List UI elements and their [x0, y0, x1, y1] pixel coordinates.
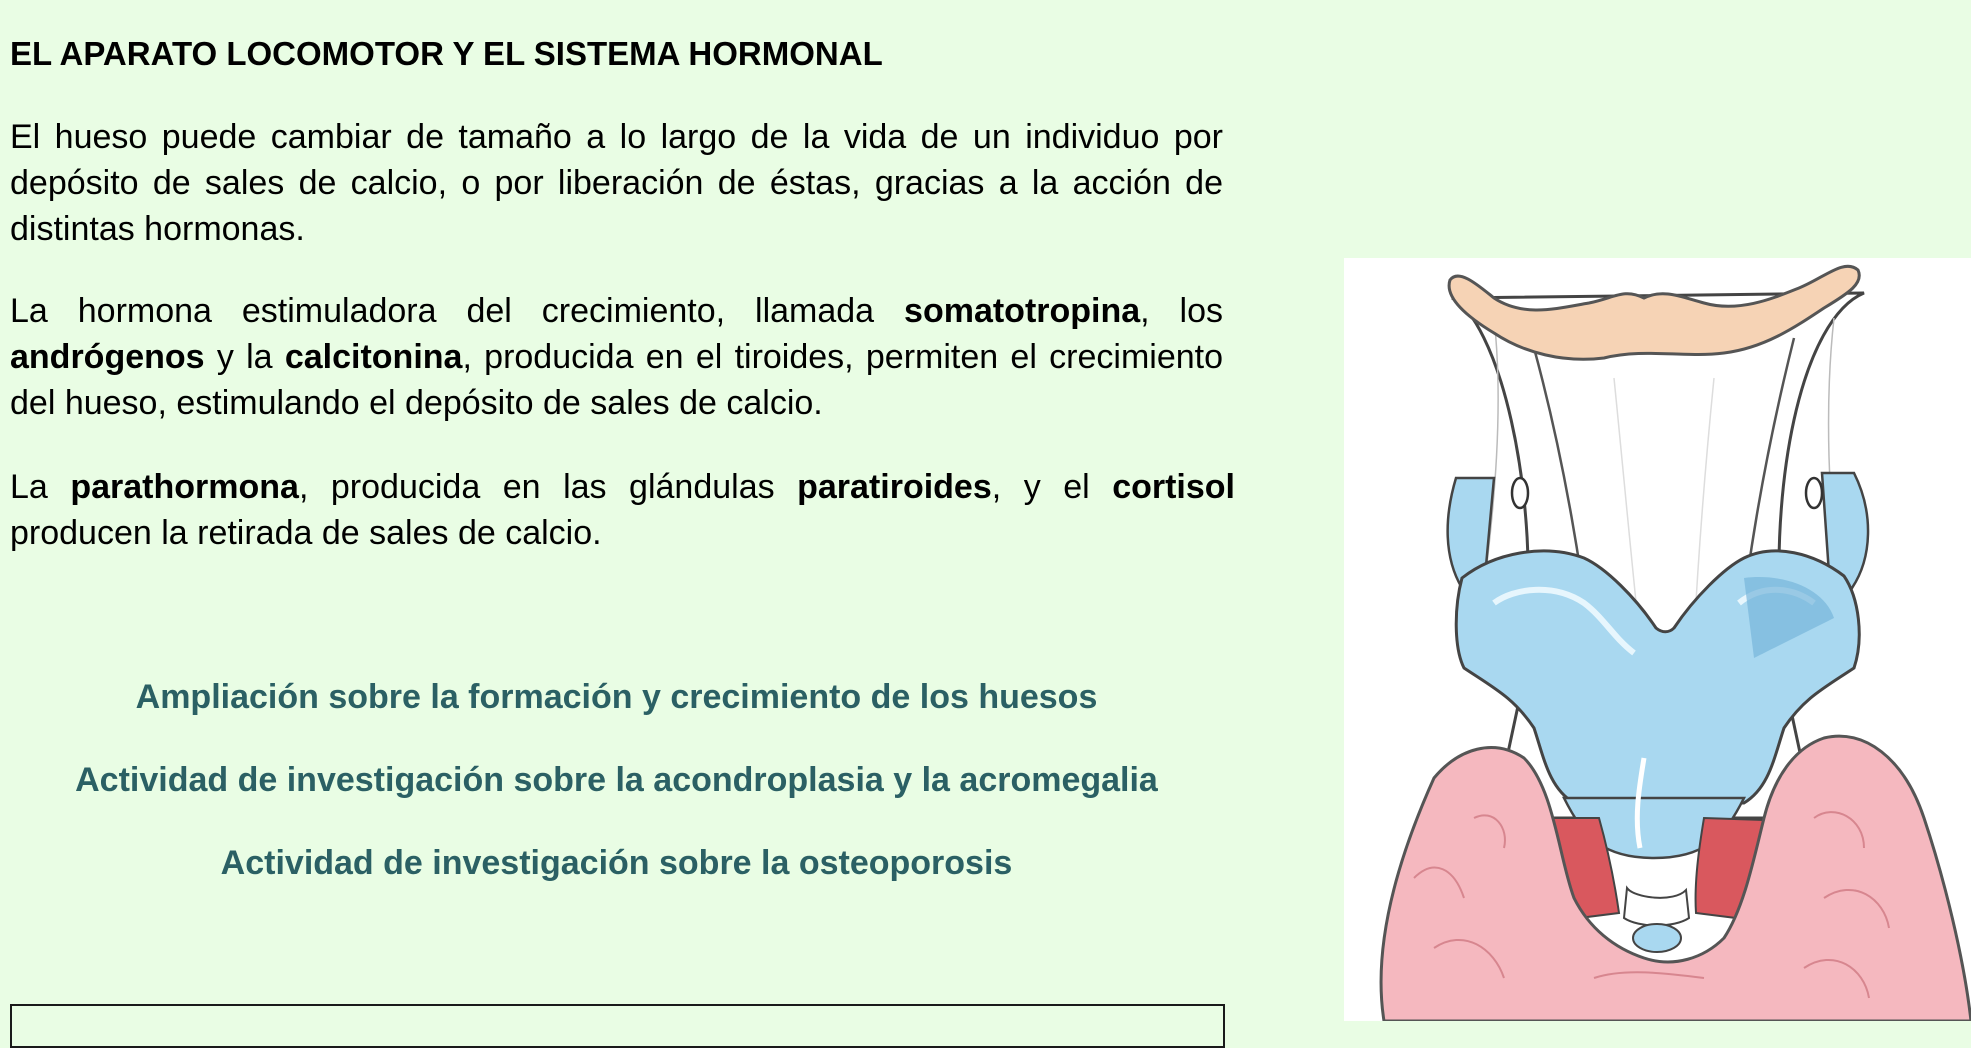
link-osteoporosis[interactable]: Actividad de investigación sobre la osteoporosis [220, 844, 1013, 882]
text-segment: , y el [991, 468, 1113, 506]
text-segment: La hormona estimuladora del crecimiento, llamada [10, 292, 905, 330]
text-segment: y la [204, 338, 285, 376]
bottom-box [10, 1004, 1225, 1048]
text-segment: , producida en las glándulas [298, 468, 798, 506]
text-segment: La [10, 468, 71, 506]
page-title: EL APARATO LOCOMOTOR Y EL SISTEMA HORMONAL [10, 35, 883, 72]
paragraph-calcium-release [10, 464, 1235, 556]
paragraph-bone-size: El hueso puede cambiar de tamaño a lo largo de la vida de un individuo por depósito de sales de calcio, o por liberación de éstas, gracias a la acción de distintas hormonas. [10, 118, 1223, 248]
term-paratiroides: paratiroides [797, 468, 992, 506]
link-bone-formation[interactable]: Ampliación sobre la formación y crecimiento de los huesos [135, 678, 1098, 716]
text-segment: , los [1140, 292, 1224, 330]
paragraph-growth-hormones [10, 288, 1223, 426]
term-parathormona: parathormona [70, 468, 299, 506]
text-segment: , producida en el tiroides, permiten el crecimiento del hueso, estimulando el depósito de sales de calcio. [10, 338, 1223, 422]
term-somatotropina: somatotropina [904, 292, 1141, 330]
link-acondroplasia-acromegalia[interactable]: Actividad de investigación sobre la acondroplasia y la acromegalia [75, 761, 1158, 799]
term-androgenos: andrógenos [10, 338, 205, 376]
thyroid-illustration [1344, 258, 1971, 1021]
term-calcitonina: calcitonina [284, 338, 463, 376]
term-cortisol: cortisol [1112, 468, 1236, 506]
text-segment: producen la retirada de sales de calcio. [10, 514, 602, 552]
